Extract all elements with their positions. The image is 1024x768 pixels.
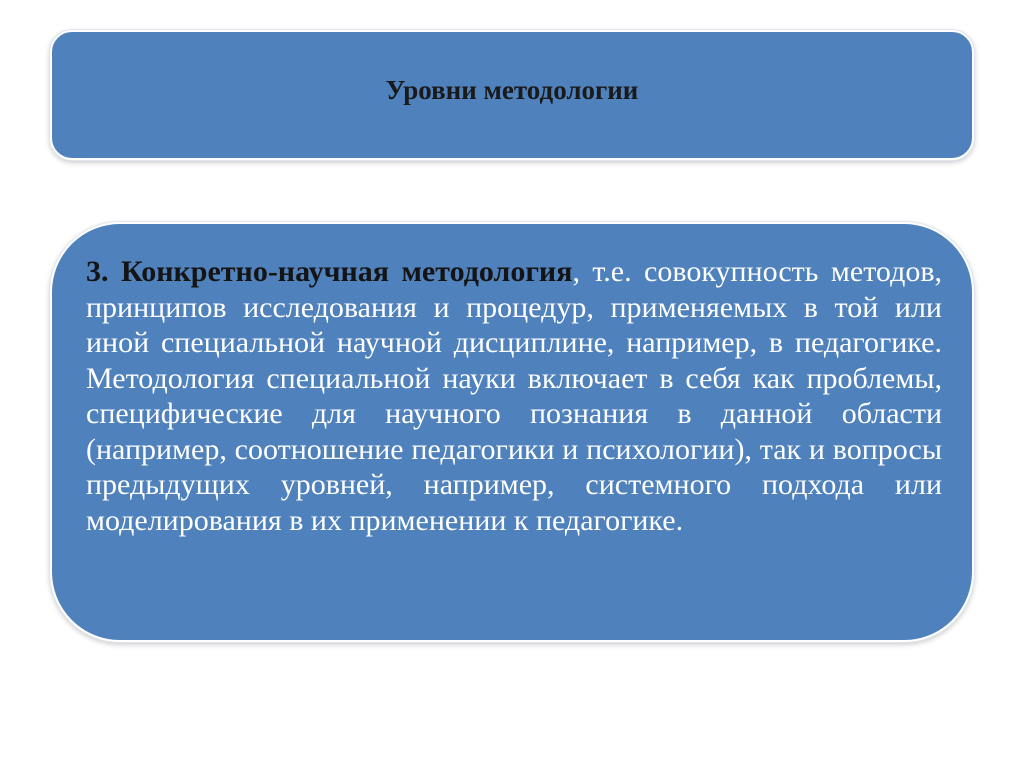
content-lead: 3. Конкретно-научная методология	[86, 255, 573, 288]
slide-title: Уровни методологии	[385, 74, 639, 105]
content-box	[50, 222, 974, 642]
content-body-text: , т.е. совокупность методов, принципов исследования и процедур, применяемых в той или иной специальной научной дисциплине, например, в педагогике. Методология специальной науки включает в себя как проблемы, специфические для научного познания в данной области (например, соотношение педагогики и психологии), так и вопросы предыдущих уровней, например, системного подхода или моделирования в их применении к педагогике.	[86, 255, 942, 537]
content-paragraph	[86, 254, 942, 538]
title-box	[50, 30, 974, 160]
